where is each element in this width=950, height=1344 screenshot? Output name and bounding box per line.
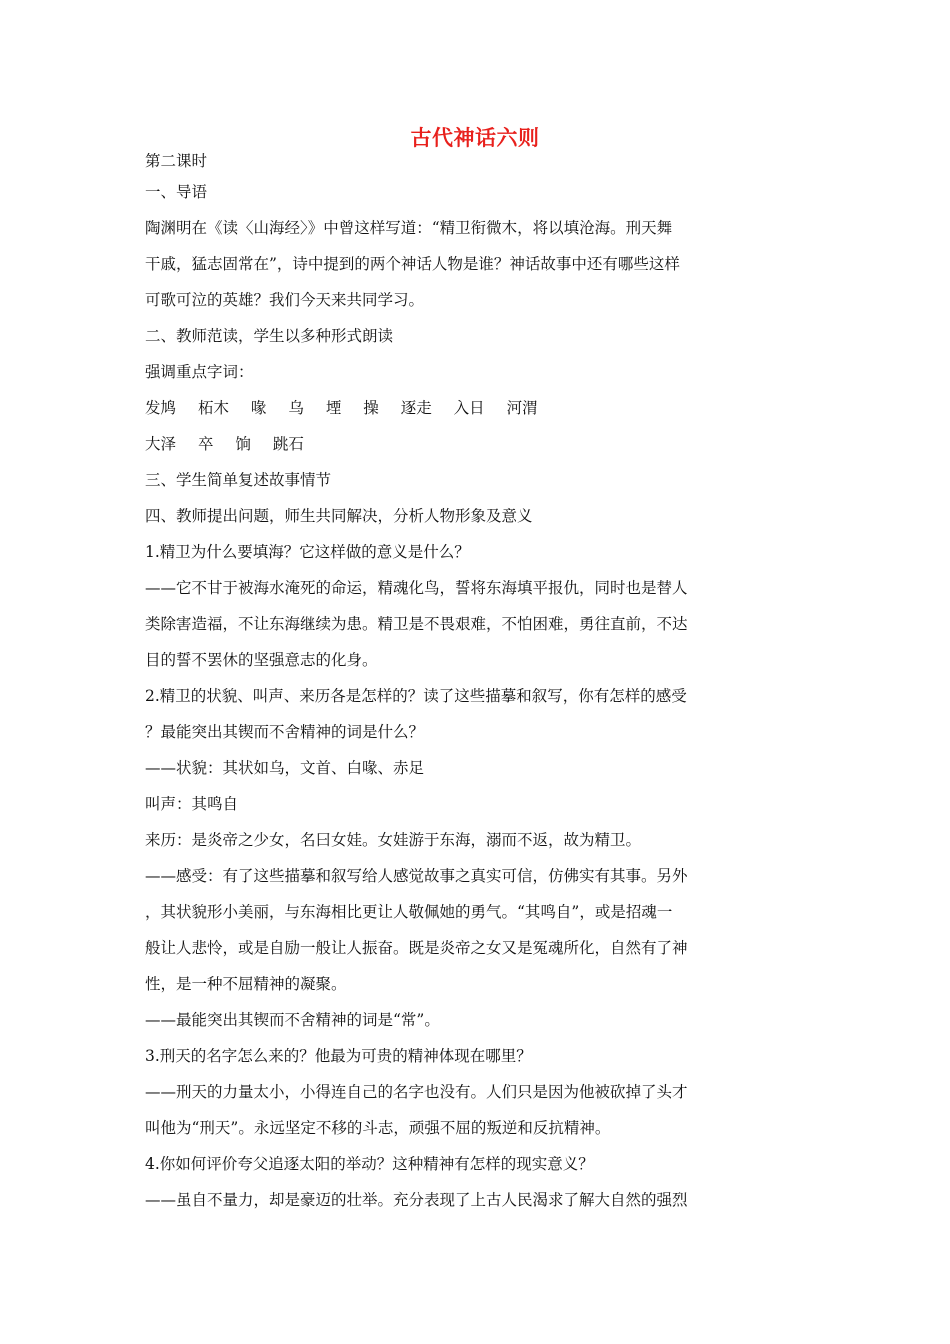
- key-word: 卒: [197, 435, 214, 453]
- answer-line: ——刑天的力量太小，小得连自己的名字也没有。人们只是因为他被砍掉了头才: [145, 1083, 688, 1101]
- question-3: 3.刑天的名字怎么来的？他最为可贵的精神体现在哪里？: [145, 1047, 532, 1065]
- answer-line: 来历：是炎帝之少女，名曰女娃。女娃游于东海，溺而不返，故为精卫。: [145, 831, 642, 849]
- section-heading-retell: 三、学生简单复述故事情节: [145, 471, 332, 489]
- key-words-row-2: [145, 426, 745, 462]
- paragraph-line: 干戚，猛志固常在”，诗中提到的两个神话人物是谁？神话故事中还有哪些这样: [145, 255, 680, 273]
- key-word: 发鸠: [145, 399, 177, 417]
- section-heading-intro: 一、导语: [145, 183, 208, 201]
- key-word: 逐走: [400, 399, 432, 417]
- answer-line: 目的誓不罢休的坚强意志的化身。: [145, 651, 378, 669]
- answer-line: 叫声：其鸣自: [145, 795, 239, 813]
- document-body: [145, 148, 745, 1218]
- question-4: 4.你如何评价夸父追逐太阳的举动？这种精神有怎样的现实意义？: [145, 1155, 594, 1173]
- lesson-period: 第二课时: [145, 152, 208, 170]
- key-word: 操: [363, 399, 379, 417]
- key-words-row-1: [145, 390, 745, 426]
- answer-line: ——状貌：其状如乌，文首、白喙、赤足: [145, 759, 425, 777]
- answer-line: ——最能突出其锲而不舍精神的词是“常”。: [145, 1011, 440, 1029]
- answer-line: 性，是一种不屈精神的凝聚。: [145, 975, 347, 993]
- section-heading-reading: 二、教师范读，学生以多种形式朗读: [145, 327, 394, 345]
- key-word: 跳石: [272, 435, 304, 453]
- key-word: 大泽: [145, 435, 177, 453]
- answer-line: ——感受：有了这些描摹和叙写给人感觉故事之真实可信，仿佛实有其事。另外: [145, 867, 688, 885]
- question-2-continued: ？最能突出其锲而不舍精神的词是什么？: [145, 723, 425, 741]
- answer-line: ——它不甘于被海水淹死的命运，精魂化鸟，誓将东海填平报仇，同时也是替人: [145, 579, 688, 597]
- key-word: 喙: [250, 399, 267, 417]
- answer-line: ，其状貌形小美丽，与东海相比更让人敬佩她的勇气。“其鸣自”，或是招魂一: [145, 903, 673, 921]
- paragraph-line: 陶渊明在《读〈山海经〉》中曾这样写道：“精卫衔微木，将以填沧海。刑天舞: [145, 219, 673, 237]
- answer-line: 类除害造福，不让东海继续为患。精卫是不畏艰难，不怕困难，勇往直前，不达: [145, 615, 688, 633]
- key-word: 河渭: [506, 399, 538, 417]
- key-word: 饷: [235, 435, 251, 453]
- answer-line: 般让人悲怜，或是自励一般让人振奋。既是炎帝之女又是冤魂所化，自然有了神: [145, 939, 688, 957]
- key-word: 柘木: [197, 399, 229, 417]
- key-words-label: 强调重点字词：: [145, 363, 254, 381]
- key-word: 堙: [325, 399, 342, 417]
- section-heading-questions: 四、教师提出问题，师生共同解决，分析人物形象及意义: [145, 507, 533, 525]
- key-word: 入日: [453, 399, 485, 417]
- key-word: 乌: [288, 399, 304, 417]
- document-title: 古代神话六则: [410, 125, 540, 150]
- question-1: 1.精卫为什么要填海？它这样做的意义是什么？: [145, 543, 470, 561]
- question-2: 2.精卫的状貌、叫声、来历各是怎样的？读了这些描摹和叙写，你有怎样的感受: [145, 687, 687, 705]
- paragraph-line: 可歌可泣的英雄？我们今天来共同学习。: [145, 291, 425, 309]
- answer-line: 叫他为“刑天”。永远坚定不移的斗志，顽强不屈的叛逆和反抗精神。: [145, 1119, 611, 1137]
- answer-line: ——虽自不量力，却是豪迈的壮举。充分表现了上古人民渴求了解大自然的强烈: [145, 1191, 688, 1209]
